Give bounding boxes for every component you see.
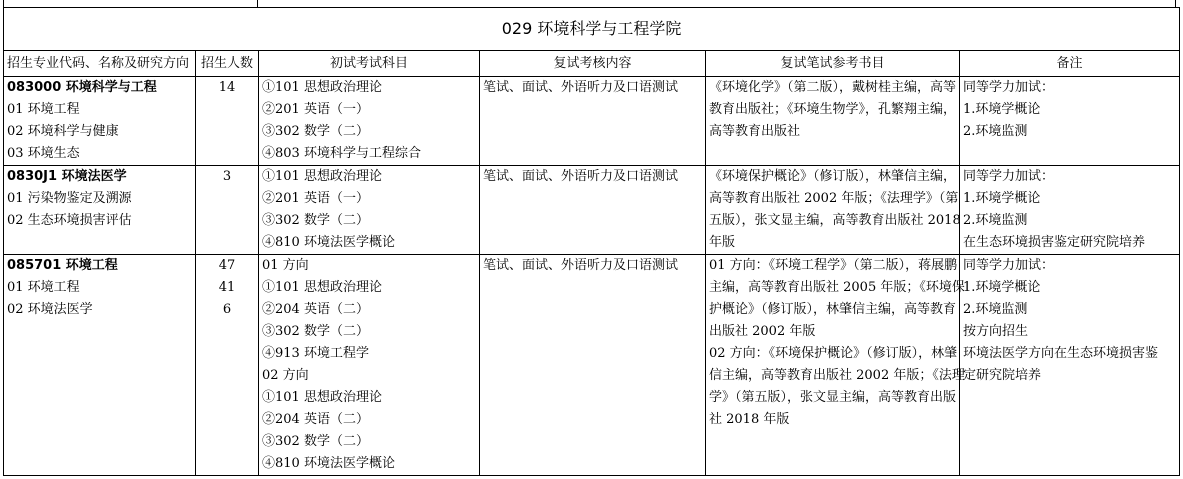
reference-line: 五版），张文显主编，高等教育出版社 2018: [709, 213, 961, 228]
enrollment-cell: [196, 77, 259, 166]
reference-line: 主编，高等教育出版社 2005 年版；《环境保: [709, 280, 965, 295]
enrollment-count: 3: [222, 169, 232, 184]
reference-line: 02 方向：《环境保护概论》（修订版），林肇: [709, 346, 958, 361]
reference-line: 01 方向：《环境工程学》（第二版），蒋展鹏: [709, 258, 958, 273]
exam-subjects-cell: [259, 166, 480, 255]
exam-subject: 02 方向: [262, 368, 309, 383]
exam-subjects-cell: [259, 77, 480, 166]
header-row: [4, 51, 1180, 77]
note-line: 同等学力加试：: [963, 258, 1055, 273]
references-cell: [706, 166, 960, 255]
enrollment-cell: [196, 166, 259, 255]
reference-line: 高等教育出版社: [709, 124, 801, 139]
note-line: 2.环境监测: [963, 213, 1028, 228]
note-line: 2.环境监测: [963, 302, 1028, 317]
note-line: 同等学力加试：: [963, 169, 1055, 184]
exam-subject: ④810 环境法医学概论: [262, 456, 395, 471]
direction: 03 环境生态: [7, 146, 80, 161]
retest-content: 笔试、面试、外语听力及口语测试: [483, 169, 679, 184]
retest-content-cell: [480, 255, 706, 476]
major-cell: [4, 255, 196, 476]
exam-subject: ③302 数学（二）: [262, 213, 369, 228]
retest-content-cell: [480, 77, 706, 166]
reference-line: 高等教育出版社 2002 年版；《法理学》（第: [709, 191, 959, 206]
notes-cell: [960, 77, 1180, 166]
previous-table-edge: [3, 0, 1179, 7]
reference-line: 《环境化学》（第二版），戴树桂主编，高等: [709, 80, 957, 95]
direction: 01 环境工程: [7, 102, 80, 117]
header-enrollment: 招生人数: [196, 51, 259, 77]
direction: 02 环境科学与健康: [7, 124, 119, 139]
admissions-table: [3, 7, 1180, 476]
enrollment-count: 14: [218, 80, 236, 95]
reference-line: 教育出版社；《环境生物学》，孔繁翔主编，: [709, 102, 957, 117]
enrollment-count: 41: [218, 280, 236, 295]
note-line: 2.环境监测: [963, 124, 1028, 139]
school-title: 029 环境科学与工程学院: [4, 8, 1180, 51]
reference-line: 信主编，高等教育出版社 2002 年版；《法理: [709, 368, 965, 383]
exam-subjects-cell: [259, 255, 480, 476]
references-cell: [706, 255, 965, 476]
note-line: 1.环境学概论: [963, 102, 1041, 117]
enrollment-cell: [196, 255, 259, 476]
table-row: [4, 77, 1180, 166]
table-row: [4, 255, 1180, 476]
exam-subject: ④913 环境工程学: [262, 346, 369, 361]
exam-subject: ③302 数学（二）: [262, 324, 369, 339]
exam-subject: ②201 英语（一）: [262, 102, 369, 117]
reference-line: 护概论》（修订版），林肇信主编，高等教育: [709, 302, 957, 317]
note-line: 1.环境学概论: [963, 280, 1041, 295]
note-line: 在生态环境损害鉴定研究院培养: [963, 235, 1146, 250]
exam-subject: ①101 思想政治理论: [262, 280, 382, 295]
major-code-name: 085701 环境工程: [7, 258, 118, 273]
exam-subject: ①101 思想政治理论: [262, 80, 382, 95]
enrollment-count: 6: [222, 302, 232, 317]
exam-subject: ②204 英语（二）: [262, 412, 369, 427]
notes-cell: [960, 166, 1180, 255]
notes-cell: [960, 255, 1180, 476]
header-retest-content: 复试考核内容: [480, 51, 706, 77]
note-line: 1.环境学概论: [963, 191, 1041, 206]
reference-line: 学》（第五版），张文显主编，高等教育出版: [709, 390, 957, 405]
references-cell: [706, 77, 960, 166]
note-line: 环境法医学方向在生态环境损害鉴: [963, 346, 1159, 361]
header-notes: 备注: [960, 51, 1180, 77]
header-references: 复试笔试参考书目: [706, 51, 960, 77]
direction: 01 环境工程: [7, 280, 80, 295]
exam-subject: 01 方向: [262, 258, 309, 273]
reference-line: 出版社 2002 年版: [709, 324, 816, 339]
direction: 02 环境法医学: [7, 302, 93, 317]
enrollment-count: 47: [218, 258, 236, 273]
retest-content: 笔试、面试、外语听力及口语测试: [483, 258, 679, 273]
exam-subject: ④803 环境科学与工程综合: [262, 146, 421, 161]
exam-subject: ①101 思想政治理论: [262, 169, 382, 184]
exam-subject: ④810 环境法医学概论: [262, 235, 395, 250]
major-code-name: 0830J1 环境法医学: [7, 169, 127, 184]
exam-subject: ①101 思想政治理论: [262, 390, 382, 405]
reference-line: 社 2018 年版: [709, 412, 790, 427]
note-line: 定研究院培养: [963, 368, 1042, 383]
admissions-table-wrapper: [3, 0, 1179, 476]
major-cell: [4, 166, 196, 255]
header-major: 招生专业代码、名称及研究方向: [4, 51, 196, 77]
major-cell: [4, 77, 196, 166]
direction: 01 污染物鉴定及溯源: [7, 191, 132, 206]
major-code-name: 083000 环境科学与工程: [7, 80, 157, 95]
exam-subject: ③302 数学（二）: [262, 434, 369, 449]
direction: 02 生态环境损害评估: [7, 213, 132, 228]
retest-content: 笔试、面试、外语听力及口语测试: [483, 80, 679, 95]
note-line: 同等学力加试：: [963, 80, 1055, 95]
table-row: [4, 166, 1180, 255]
reference-line: 《环境保护概论》（修订版），林肇信主编，: [709, 169, 957, 184]
exam-subject: ②201 英语（一）: [262, 191, 369, 206]
note-line: 按方向招生: [963, 324, 1029, 339]
reference-line: 年版: [709, 235, 736, 250]
exam-subject: ②204 英语（二）: [262, 302, 369, 317]
retest-content-cell: [480, 166, 706, 255]
header-exam-subjects: 初试考试科目: [259, 51, 480, 77]
exam-subject: ③302 数学（二）: [262, 124, 369, 139]
